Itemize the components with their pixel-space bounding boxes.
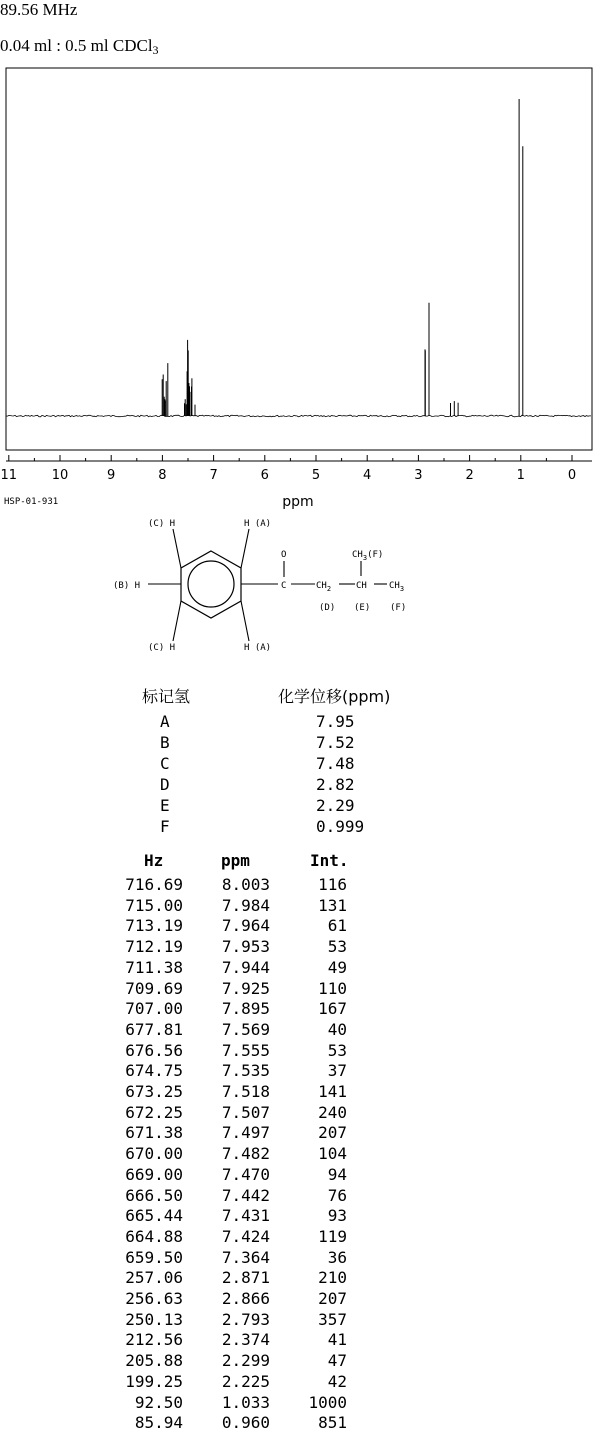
assignment-row-shift: 2.82	[316, 775, 355, 794]
spectrum-peaks	[162, 99, 523, 416]
label-carbonyl-c: C	[281, 581, 287, 591]
label-b: (B) H	[113, 581, 141, 591]
peak-row-hz: 673.25	[125, 1082, 183, 1101]
assignment-row-label: F	[160, 817, 170, 836]
x-axis-label: ppm	[282, 494, 314, 510]
peak-row-hz: 199.25	[125, 1371, 183, 1391]
peak-row-int: 94	[327, 1164, 347, 1184]
peak-row-ppm: 7.470	[221, 1164, 270, 1184]
plot-frame	[6, 68, 592, 450]
peak-table-header-int: Int.	[310, 851, 349, 870]
peak-row-hz: 677.81	[125, 1019, 183, 1039]
x-tick-label: 6	[260, 468, 269, 483]
assignment-row-label: A	[160, 712, 170, 731]
label-a-top: H (A)	[244, 519, 272, 529]
x-tick-label: 5	[311, 468, 321, 483]
peak-row-int: 116	[318, 875, 347, 894]
peak-row-ppm: 7.984	[221, 895, 270, 915]
peak-row-hz: 676.56	[125, 1040, 183, 1060]
bond-c-top	[173, 529, 181, 568]
peak-row-ppm: 7.895	[221, 999, 270, 1019]
peak-row-hz: 672.25	[125, 1102, 183, 1122]
assignment-header-label: 标记氢	[142, 687, 191, 706]
x-axis-tick-labels	[1, 468, 577, 483]
peak-row-hz: 205.88	[125, 1351, 183, 1371]
x-tick-label: 0	[567, 468, 577, 483]
aromatic-circle	[188, 561, 234, 607]
peak-row-ppm: 7.442	[221, 1185, 270, 1205]
peak-row-ppm: 7.555	[221, 1040, 270, 1060]
x-tick-label: 1	[516, 468, 525, 483]
x-tick-label: 11	[0, 468, 18, 483]
peak-row-ppm: 1.033	[221, 1392, 270, 1412]
peak-table-header-ppm: ppm	[221, 851, 250, 870]
peak-row-hz: 665.44	[125, 1206, 183, 1226]
x-tick-label: 2	[465, 468, 474, 483]
peak-row-ppm: 2.374	[221, 1330, 270, 1350]
label-tag-e: (E)	[354, 603, 371, 613]
peak-row-ppm: 7.431	[221, 1206, 270, 1226]
peak-row-hz: 707.00	[125, 999, 183, 1019]
peak-row-int: 41	[327, 1330, 347, 1350]
peak-row-ppm: 7.424	[221, 1226, 270, 1246]
sample-subscript: 3	[152, 43, 159, 57]
peak-row-ppm: 7.569	[221, 1019, 270, 1039]
peak-row-hz: 250.13	[125, 1309, 183, 1329]
label-ch3-right: $CH_3$	[389, 581, 405, 593]
peak-row-int: 141	[318, 1082, 347, 1101]
peak-row-hz: 85.94	[134, 1413, 183, 1433]
peak-row-hz: 671.38	[125, 1123, 183, 1143]
peak-row-hz: 664.88	[125, 1226, 183, 1246]
peak-row-int: 119	[318, 1226, 347, 1246]
label-ch3-top: $CH_3(F)$	[352, 550, 384, 562]
peak-row-int: 47	[327, 1351, 347, 1371]
peak-row-int: 167	[318, 999, 347, 1019]
peak-row-ppm: 7.518	[221, 1082, 270, 1101]
peak-row-int: 357	[318, 1309, 347, 1329]
x-tick-label: 10	[51, 468, 69, 483]
assignment-row-label: E	[160, 796, 170, 815]
peak-row-ppm: 7.953	[221, 937, 270, 957]
peak-row-hz: 659.50	[125, 1247, 183, 1267]
x-tick-label: 8	[158, 468, 167, 483]
sample-text: 0.04 ml : 0.5 ml CDCl	[0, 36, 153, 55]
peak-row-hz: 670.00	[125, 1144, 183, 1164]
peak-row-ppm: 7.507	[221, 1102, 270, 1122]
label-a-bot: H (A)	[244, 643, 272, 653]
label-c-bot: (C) H	[148, 643, 176, 653]
peak-row-int: 131	[318, 895, 347, 915]
peak-row-ppm: 7.497	[221, 1123, 270, 1143]
assignment-row-label: B	[160, 733, 170, 752]
peak-row-hz: 711.38	[125, 957, 183, 977]
peak-row-int: 42	[327, 1371, 347, 1391]
peak-row-hz: 666.50	[125, 1185, 183, 1205]
peak-row-ppm: 2.299	[221, 1351, 270, 1371]
peak-row-int: 76	[327, 1185, 347, 1205]
peak-row-hz: 257.06	[125, 1268, 183, 1288]
peak-row-ppm: 7.944	[221, 957, 270, 977]
peak-row-int: 207	[318, 1123, 347, 1143]
peak-row-ppm: 7.925	[221, 978, 270, 998]
x-tick-label: 7	[209, 468, 218, 483]
peak-row-ppm: 7.482	[221, 1144, 270, 1164]
peak-row-int: 1000	[308, 1392, 347, 1412]
label-c-top: (C) H	[148, 519, 176, 529]
peak-row-hz: 92.50	[134, 1392, 183, 1412]
bond-a-top	[241, 529, 249, 568]
assignment-row-shift: 7.48	[316, 754, 355, 773]
peak-row-ppm: 8.003	[221, 875, 270, 894]
label-oxygen: O	[281, 550, 287, 560]
assignment-row-label: C	[160, 754, 170, 773]
peak-row-int: 110	[318, 978, 347, 998]
peak-row-ppm: 0.960	[221, 1413, 270, 1433]
peak-row-ppm: 2.866	[221, 1289, 270, 1308]
peak-row-hz: 716.69	[125, 875, 183, 894]
peak-row-hz: 715.00	[125, 895, 183, 915]
peak-row-int: 104	[318, 1144, 347, 1164]
assignment-row-shift: 2.29	[316, 796, 355, 815]
x-tick-label: 4	[363, 468, 372, 483]
x-axis-ticks	[9, 455, 572, 461]
peak-row-int: 49	[327, 957, 347, 977]
peak-row-hz: 212.56	[125, 1330, 183, 1350]
peak-row-int: 207	[318, 1289, 347, 1308]
peak-row-hz: 712.19	[125, 937, 183, 957]
bond-a-bot	[241, 601, 249, 641]
peak-row-hz: 669.00	[125, 1164, 183, 1184]
structure-diagram	[100, 508, 430, 658]
peak-row-ppm: 7.535	[221, 1061, 270, 1081]
x-tick-label: 9	[107, 468, 116, 483]
label-ch: CH	[356, 581, 367, 591]
peak-row-hz: 674.75	[125, 1061, 183, 1081]
assignment-header-shift: 化学位移(ppm)	[278, 687, 391, 706]
peak-row-hz: 256.63	[125, 1289, 183, 1308]
label-tag-d: (D)	[319, 603, 336, 613]
peak-row-int: 61	[327, 916, 347, 936]
peak-row-ppm: 7.964	[221, 916, 270, 936]
peak-row-int: 93	[327, 1206, 347, 1226]
plot-code: HSP-01-931	[4, 497, 59, 507]
peak-row-int: 210	[318, 1268, 347, 1288]
assignment-row-label: D	[160, 775, 170, 794]
spectrum-trace	[6, 415, 591, 417]
peak-row-ppm: 2.793	[221, 1309, 270, 1329]
nmr-spectrum-chart	[0, 60, 595, 510]
peak-row-ppm: 7.364	[221, 1247, 270, 1267]
assignment-row-shift: 7.95	[316, 712, 355, 731]
peak-row-ppm: 2.871	[221, 1268, 270, 1288]
assignment-row-shift: 0.999	[316, 817, 365, 836]
assignment-row-shift: 7.52	[316, 733, 355, 752]
label-ch2: $CH_2$	[316, 581, 332, 593]
sample-conditions	[0, 36, 159, 56]
peak-row-int: 53	[327, 1040, 347, 1060]
peak-table-header-hz: Hz	[144, 851, 164, 870]
peak-row-hz: 709.69	[125, 978, 183, 998]
x-tick-label: 3	[414, 468, 423, 483]
spectrometer-frequency: 89.56 MHz	[0, 0, 78, 19]
peak-row-hz: 713.19	[125, 916, 183, 936]
peak-row-int: 53	[327, 937, 347, 957]
peak-row-int: 240	[318, 1102, 347, 1122]
peak-row-int: 40	[327, 1019, 347, 1039]
label-tag-f: (F)	[390, 603, 407, 613]
peak-row-int: 37	[327, 1061, 347, 1081]
peak-row-int: 36	[327, 1247, 347, 1267]
peak-row-int: 851	[318, 1413, 347, 1433]
bond-c-bot	[173, 601, 181, 641]
peak-row-ppm: 2.225	[221, 1371, 270, 1391]
